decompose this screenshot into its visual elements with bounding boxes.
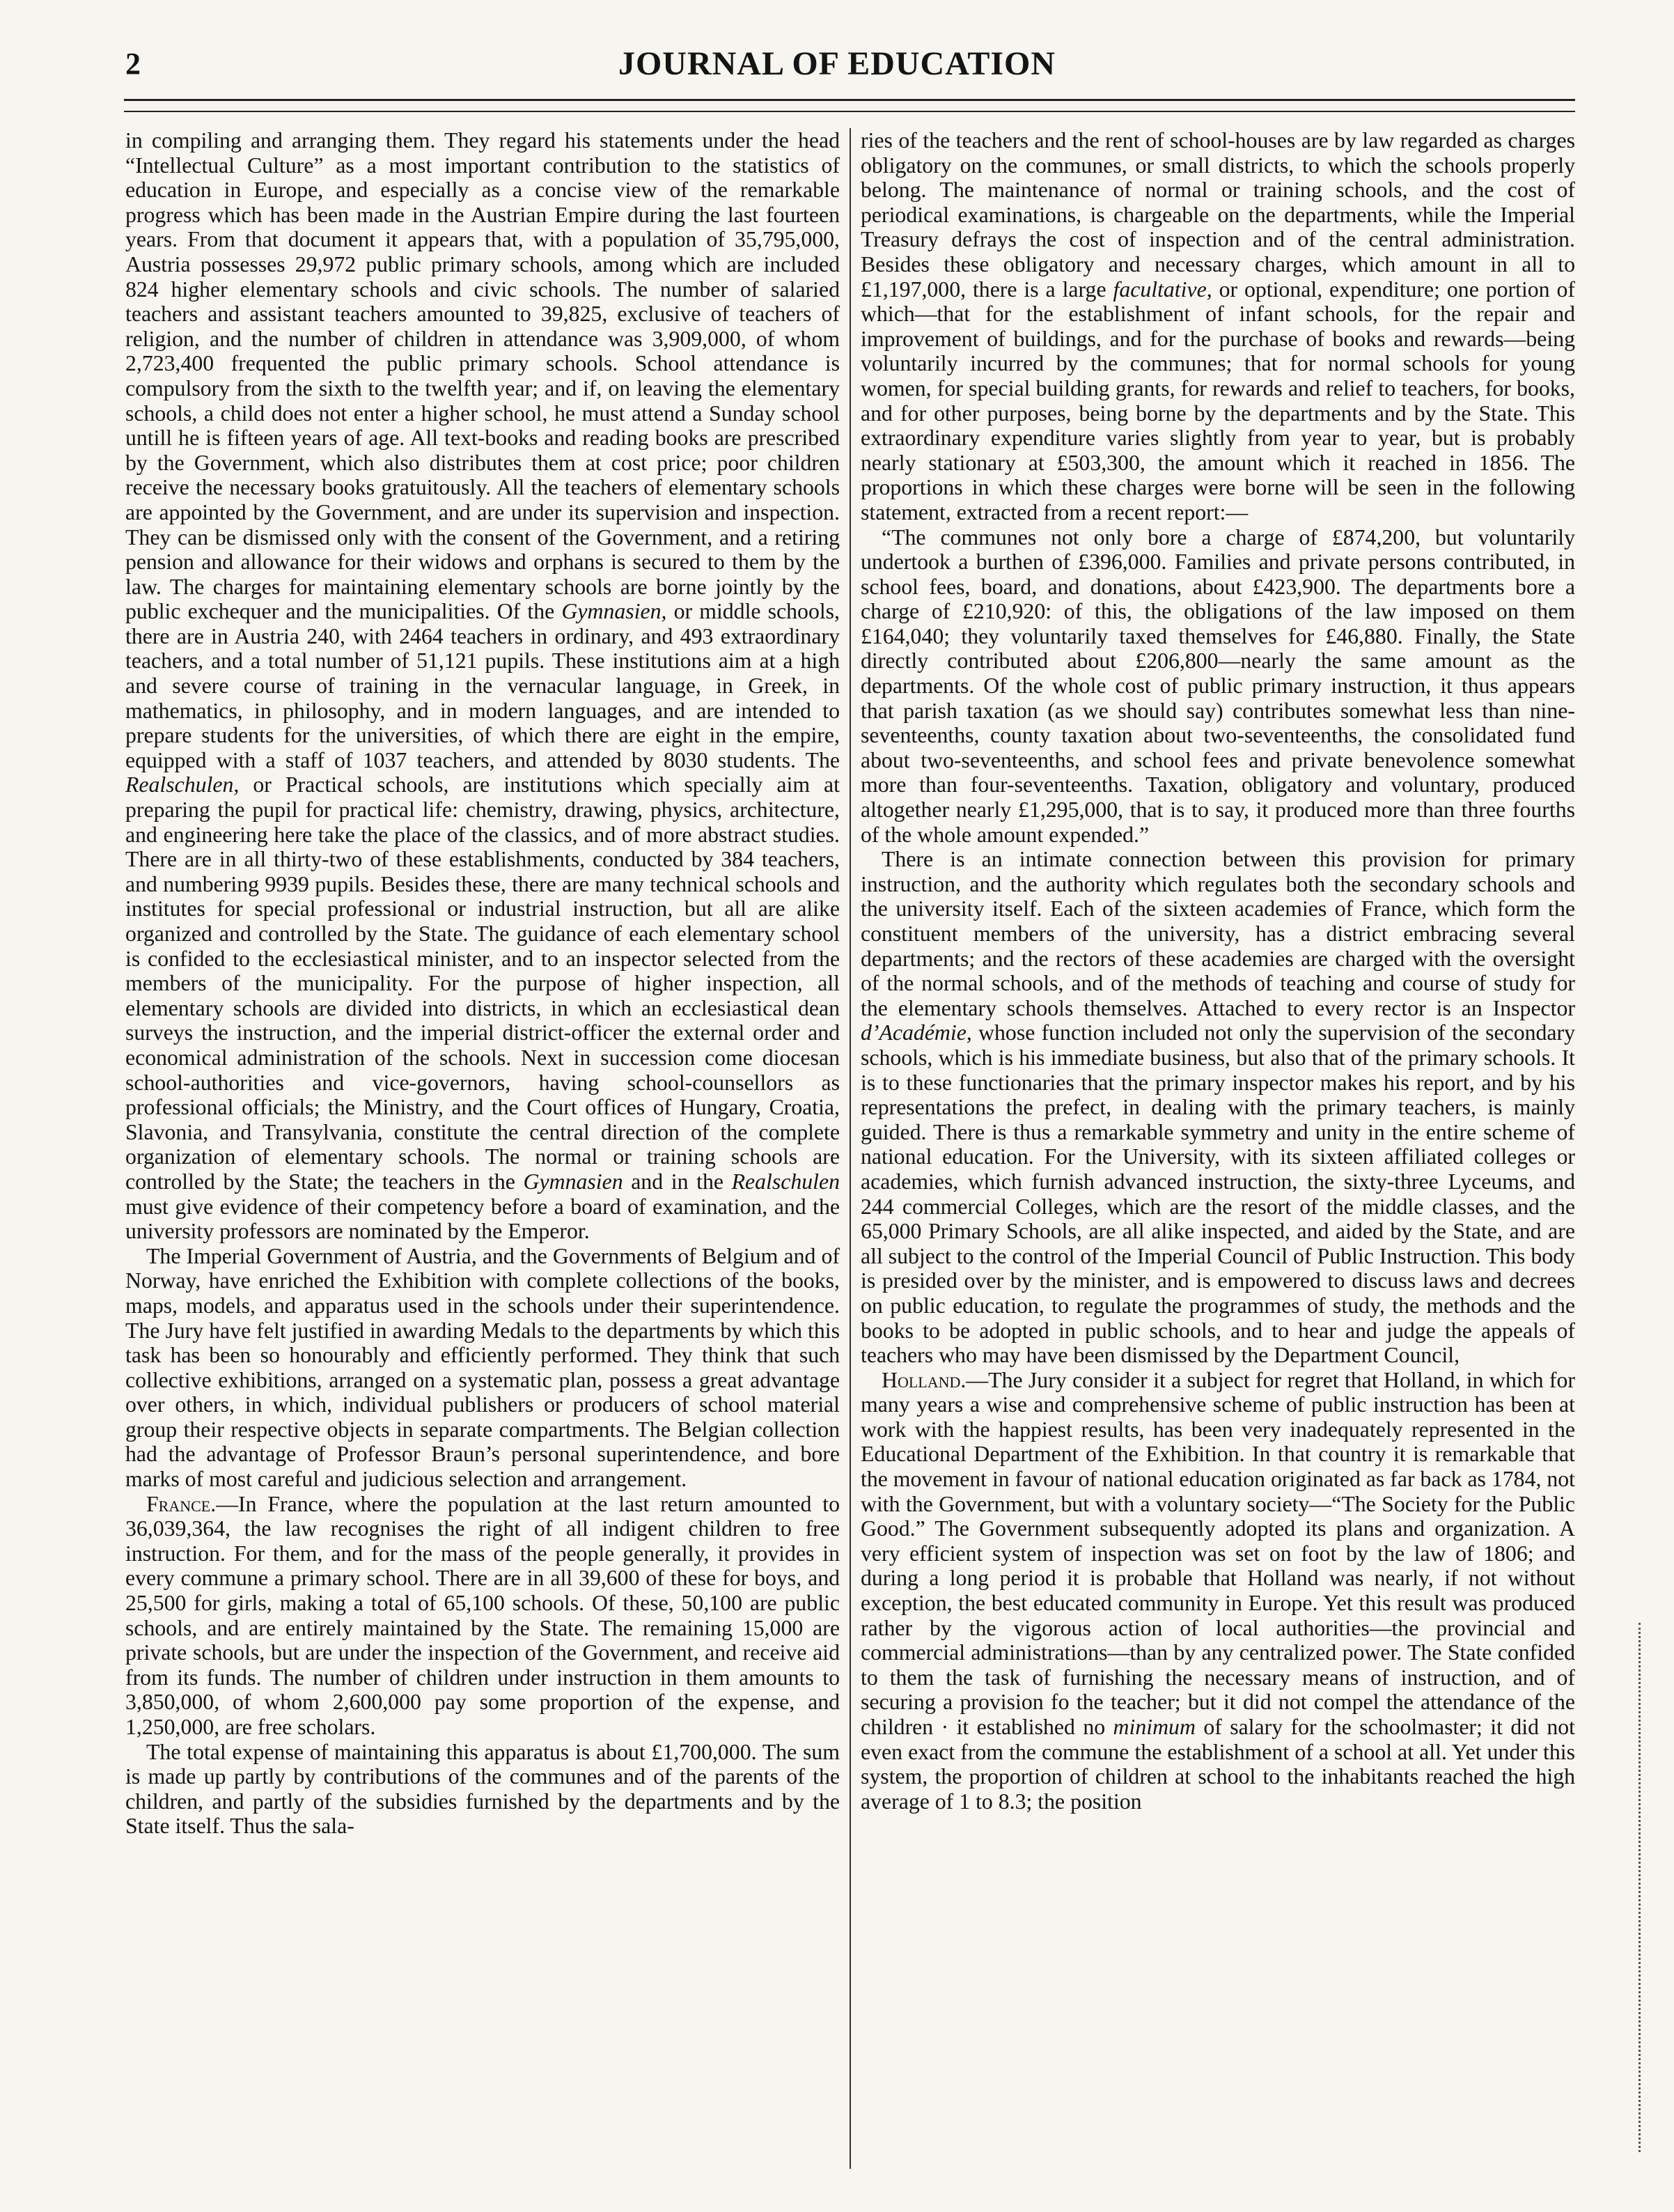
margin-scan-marks bbox=[1638, 1623, 1646, 2152]
text-run: or Practical schools, are institutions which specially aim at preparing the pupil for practical life: chemistry, drawing, physics, architecture, and engineering here take the place of the classics, and of more abstract studies. There are in all thirty-two of these establishments, conducted by 384 teachers, and numbering 9939 pupils. Besides these, there are many technical schools and institutes for special professional or industrial instruction, but all are alike organized and controlled by the State. The guidance of each elementary school is confided to the ecclesiastical minister, and to an inspector selected from the members of the municipality. For the purpose of higher inspection, all elementary schools are divided into districts, in which an ecclesiastical dean surveys the instruction, and the imperial district-officer the external order and economical administration of the schools. Next in succession come diocesan school-authorities and vice-governors, having school-counsellors as professional officials; the Ministry, and the Court offices of Hungary, Croatia, Slavonia, and Transylvania, constitute the central direction of the complete organization of elementary schools. The normal or training schools are controlled by the State; the teachers in the bbox=[125, 772, 840, 1194]
text-run: and in the bbox=[631, 1169, 723, 1194]
text-run: —The Jury consider it a subject for regret that Holland, in which for many years a wise and comprehensive scheme of public instruction has been at work with the happiest results, has been very inadequately represented in the Educational Department of the Exhibition. In that country it is remarkable that the movement in favour of national education originated as far back as 1784, not with the Government, but with a voluntary society—“The Society for the Public Good.” The Government subsequently adopted its plans and organization. A very efficient system of inspection was set on foot by the law of 1806; and during a long period it is probable that Holland was nearly, if not without exception, the best educated community in Europe. Yet this result was produced rather by the vigorous action of local authorities—the provincial and commercial administrations—than by any centralized power. The State confided to them the task of furnishing the necessary means of instruction, and of securing a provision fo the teacher; but it did not compel the attendance of the children · it established no bbox=[861, 1367, 1575, 1739]
text-run: whose function included not only the supervision of the secondary schools, which is his immediate business, but also that of the primary schools. It is to these functionaries that the primary inspector makes his report, and by his representations the prefect, in dealing with the primary teachers, is mainly guided. There is thus a remarkable symmetry and unity in the entire scheme of national education. For the University, with its sixteen affiliated colleges or academies, which furnish advanced instruction, the sixty-three Lyceums, and 244 commercial Colleges, which are the resort of the middle classes, and the 65,000 Primary Schools, are all alike inspected, and aided by the State, and are all subject to the control of the Imperial Council of Public Instruction. This body is presided over by the minister, and is empowered to discuss laws and decrees on public education, to regulate the programmes of study, the methods and the books to be adopted in public schools, and to hear and judge the appeals of teachers who may have been dismissed by the Department Council, bbox=[861, 1020, 1575, 1368]
text-run: must give evidence of their competency before a board of examination, and the university professors are nominated by the Emperor. bbox=[125, 1194, 840, 1244]
two-column-body bbox=[125, 128, 1575, 2169]
paragraph bbox=[125, 1492, 840, 1740]
paragraph bbox=[861, 1368, 1575, 1814]
column-rule bbox=[850, 128, 851, 2169]
left-column bbox=[125, 128, 840, 2169]
italic-term: Gymnasien bbox=[523, 1169, 623, 1194]
text-run: ries of the teachers and the rent of school-houses are by law regarded as charges obligatory on the communes, or small districts, to which the schools properly belong. The maintenance of normal or training schools, and the cost of periodical examinations, is chargeable on the departments, while the Imperial Treasury defrays the cost of inspection and of the central administration. Besides these obligatory and necessary charges, which amount in all to £1,197,000, there is a large bbox=[861, 128, 1575, 302]
text-run: of salary for the schoolmaster; it did not even exact from the commune the establishment of a school at all. Yet under this system, the proportion of children at school to the inhabitants reached the high average of 1 to 8.3; the position bbox=[861, 1715, 1575, 1814]
text-run: or optional, expenditure; one portion of which—that for the establishment of infant schools, for the repair and improvement of buildings, and for the purchase of books and rewards—being voluntarily incurred by the communes; that for normal schools for young women, for special building grants, for rewards and relief to teachers, for books, and for other purposes, being borne by the departments and by the State. This extraordinary expenditure varies slightly from year to year, but is probably nearly stationary at £503,300, the amount which it reached in 1856. The proportions in which these charges were borne will be seen in the following statement, extracted from a recent report:— bbox=[861, 276, 1575, 524]
italic-term: d’Académie, bbox=[861, 1020, 972, 1045]
paragraph bbox=[861, 128, 1575, 525]
italic-term: facultative, bbox=[1113, 276, 1212, 302]
paragraph: The Imperial Government of Austria, and the Governments of Belgium and of Norway, have enriched the Exhibition with complete collections of the books, maps, models, and apparatus used in the schools under their superintendence. The Jury have felt justified in awarding Medals to the departments by which this task has been so honourably and efficiently performed. They think that such collective exhibitions, arranged on a systematic plan, possess a great advantage over others, in which, individual publishers or producers of school material group their respective objects in separate compartments. The Belgian collection had the advantage of Professor Braun’s personal superintendence, and bore marks of most careful and judicious selection and arrangement. bbox=[125, 1243, 840, 1492]
running-head: JOURNAL OF EDUCATION bbox=[618, 45, 1056, 82]
quoted-paragraph: “The communes not only bore a charge of £874,200, but voluntarily undertook a burthen of £396,000. Families and private persons contributed, in school fees, board, and donations, about £423,900. The departments bore a charge of £210,920: of this, the obligations of the law imposed on them £164,040; they voluntarily taxed themselves for £46,880. Finally, the State directly contributed about £206,800—nearly the same amount as the departments. Of the whole cost of public primary instruction, it thus appears that parish taxation (as we should say) contributes somewhat less than nine-seventeenths, county taxation about two-seventeenths, the consolidated fund about two-seventeenths, and school fees and private benevolence somewhat more than four-seventeenths. Taxation, obligatory and voluntary, produced altogether nearly £1,295,000, that is to say, it produced more than three fourths of the whole amount expended.” bbox=[861, 524, 1575, 847]
italic-term: Gymnasien, bbox=[561, 599, 667, 624]
header-rule bbox=[124, 99, 1575, 112]
italic-term: Realschulen bbox=[731, 1169, 840, 1194]
italic-term: Realschulen, bbox=[125, 772, 240, 797]
text-run: There is an intimate connection between this provision for primary instruction, and the authority which regulates both the secondary schools and the university itself. Each of the sixteen academies of France, which form the constituent members of the university, has a district embracing several departments; and the rectors of these academies are charged with the oversight of the normal schools, and of the methods of teaching and course of study for the elementary schools themselves. Attached to every rector is an Inspector bbox=[861, 847, 1575, 1020]
text-run: or middle schools, there are in Austria 240, with 2464 teachers in ordinary, and 493 extraordinary teachers, and a total number of 51,121 pupils. These institutions aim at a high and severe course of training in the vernacular language, in Greek, in mathematics, in philosophy, and in modern languages, and are intended to prepare students for the universities, of which there are eight in the empire, equipped with a staff of 1037 teachers, and attended by 8030 students. The bbox=[125, 599, 840, 772]
text-run: in compiling and arranging them. They regard his statements under the head “Intellectual Culture” as a most important contribution to the statistics of education in Europe, and especially as a concise view of the remarkable progress which has been made in the Austrian Empire during the last fourteen years. From that document it appears that, with a population of 35,795,000, Austria possesses 29,972 public primary schools, among which are included 824 higher elementary schools and civic schools. The number of salaried teachers and assistant teachers amounted to 39,825, exclusive of teachers of religion, and the number of children in attendance was 3,909,000, of whom 2,723,400 frequented the public primary schools. School attendance is compulsory from the sixth to the twelfth year; and if, on leaving the elementary schools, a child does not enter a higher school, he must attend a Sunday school untill he is fifteen years of age. All text-books and reading books are prescribed by the Government, which also distributes them at cost price; poor children receive the necessary books gratuitously. All the teachers of elementary schools are appointed by the Government, and are under its supervision and inspection. They can be dismissed only with the consent of the Government, and a retiring pension and allowance for their widows and orphans is secured to them by the law. The charges for maintaining elementary schools are borne jointly by the public exchequer and the municipalities. Of the bbox=[125, 128, 840, 624]
paragraph bbox=[125, 128, 840, 1244]
section-lead-france: France. bbox=[146, 1491, 217, 1516]
italic-term: minimum bbox=[1113, 1715, 1196, 1739]
text-run: —In France, where the population at the last return amounted to 36,039,364, the law recognises the right of all indigent children to free instruction. For them, and for the mass of the people generally, it provides in every commune a primary school. There are in all 39,600 of these for boys, and 25,500 for girls, making a total of 65,100 schools. Of these, 50,100 are public schools, and are entirely maintained by the State. The remaining 15,000 are private schools, but are under the inspection of the Government, and receive aid from its funds. The number of children under instruction in them amounts to 3,850,000, of whom 2,600,000 pay some proportion of the expense, and 1,250,000, are free scholars. bbox=[125, 1491, 840, 1739]
section-lead-holland: Holland. bbox=[882, 1367, 967, 1392]
right-column bbox=[861, 128, 1575, 2169]
page-number: 2 bbox=[125, 47, 141, 81]
paragraph bbox=[861, 847, 1575, 1367]
paragraph: The total expense of maintaining this apparatus is about £1,700,000. The sum is made up partly by contributions of the communes and of the parents of the children, and partly of the subsidies furnished by the departments and by the State itself. Thus the sala- bbox=[125, 1739, 840, 1839]
